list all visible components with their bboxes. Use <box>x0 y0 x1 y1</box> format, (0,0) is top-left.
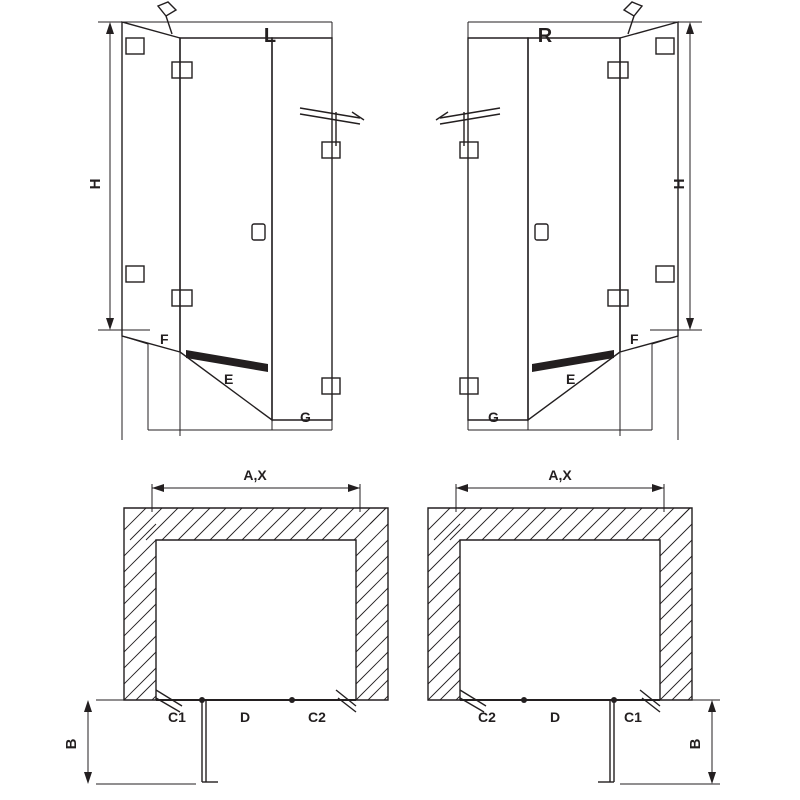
brackets-left <box>322 142 340 394</box>
stabiliser-bar-left <box>158 2 364 146</box>
elevation-left-view <box>87 2 364 440</box>
door-swing-right <box>460 690 660 782</box>
label-AX-right: A,X <box>548 467 572 483</box>
label-D-right: D <box>550 709 561 725</box>
label-E-right: E <box>566 371 576 387</box>
label-H-right: H <box>671 178 688 190</box>
label-C1-right: C1 <box>624 709 642 725</box>
brackets-right <box>460 142 478 394</box>
plan-right-view <box>428 467 720 784</box>
height-dimension-left <box>98 22 150 440</box>
hinges-left <box>126 38 192 306</box>
label-B-right: B <box>687 738 704 750</box>
label-C2-right: C2 <box>478 709 496 725</box>
label-H-left: H <box>87 178 104 190</box>
variant-label-R: R <box>537 25 553 47</box>
label-B-left: B <box>63 738 80 750</box>
stabiliser-bar-right <box>436 2 642 146</box>
label-F-left: F <box>160 331 169 347</box>
door-knob-left <box>252 224 265 240</box>
door-swing-left <box>156 690 356 782</box>
label-D-left: D <box>240 709 251 725</box>
plan-left-view <box>63 467 388 784</box>
label-G-left: G <box>300 409 311 425</box>
label-G-right: G <box>488 409 499 425</box>
variant-label-L: L <box>263 25 277 47</box>
threshold-bar-left <box>186 350 268 372</box>
height-dimension-right <box>650 22 702 440</box>
walls-left <box>124 508 388 700</box>
walls-right <box>428 508 692 700</box>
elevation-right-view <box>436 2 702 440</box>
label-AX-left: A,X <box>243 467 267 483</box>
label-C1-left: C1 <box>168 709 186 725</box>
door-knob-right <box>535 224 548 240</box>
label-C2-left: C2 <box>308 709 326 725</box>
hinges-right <box>608 38 674 306</box>
threshold-bar-right <box>532 350 614 372</box>
label-E-left: E <box>224 371 234 387</box>
label-F-right: F <box>630 331 639 347</box>
